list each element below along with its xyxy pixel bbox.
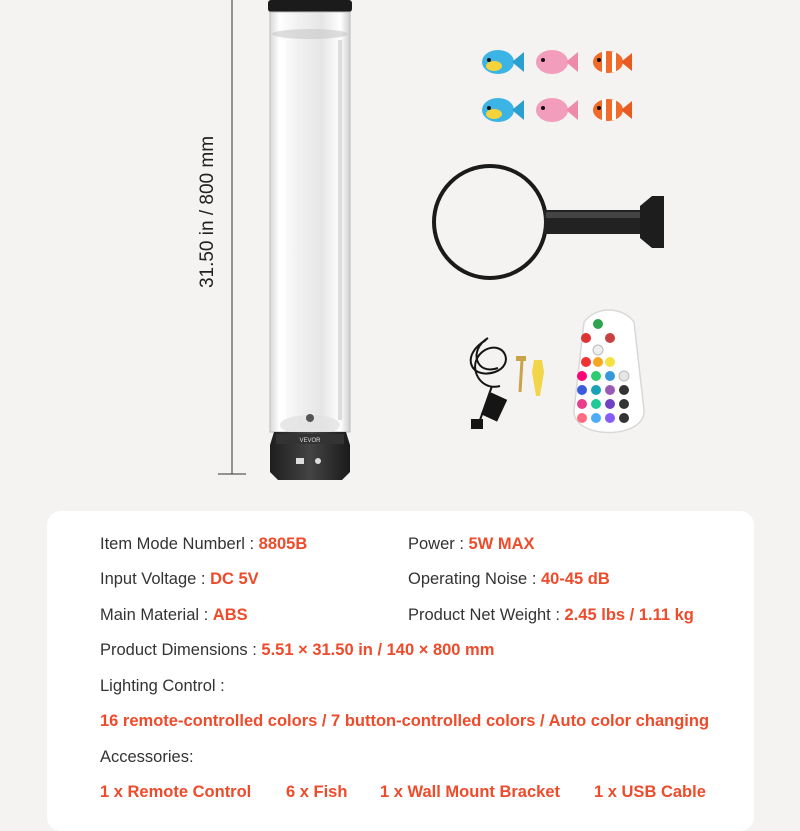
accessory-item-fish: 6 x Fish — [286, 783, 348, 801]
spec-power-label: Power : — [408, 535, 469, 553]
lighting-control-value: 16 remote-controlled colors / 7 button-controlled colors / Auto color changing — [100, 712, 710, 730]
fish-group — [482, 50, 632, 122]
spec-noise — [408, 570, 610, 589]
wall-mount-bracket — [434, 166, 664, 278]
spec-weight-label: Product Net Weight : — [408, 606, 565, 624]
spec-voltage-value: DC 5V — [210, 570, 259, 588]
accessory-item-bracket: 1 x Wall Mount Bracket — [380, 783, 561, 801]
usb-cable — [471, 338, 506, 428]
dimension-label: 31.50 in / 800 mm — [197, 135, 218, 289]
remote-control — [574, 310, 644, 433]
spec-dimensions-value: 5.51 × 31.50 in / 140 × 800 mm — [261, 641, 495, 659]
spec-material — [100, 606, 248, 625]
accessories-label: Accessories: — [100, 748, 194, 766]
screws-and-anchors — [516, 356, 544, 396]
spec-voltage — [100, 570, 259, 589]
spec-dimensions-label: Product Dimensions : — [100, 641, 262, 659]
spec-dimensions — [100, 641, 494, 660]
spec-model-value: 8805B — [258, 535, 308, 553]
spec-voltage-label: Input Voltage : — [100, 570, 211, 588]
dimension-marker — [218, 0, 246, 474]
spec-power-value: 5W MAX — [468, 535, 535, 553]
spec-noise-label: Operating Noise : — [408, 570, 541, 588]
spec-model-label: Item Mode Numberl : — [100, 535, 259, 553]
spec-noise-value: 40-45 dB — [540, 570, 610, 588]
spec-weight-value: 2.45 lbs / 1.11 kg — [564, 606, 694, 624]
spec-weight — [408, 606, 694, 625]
spec-power — [408, 535, 535, 554]
tube-lamp — [268, 0, 352, 480]
spec-material-value: ABS — [212, 606, 248, 624]
accessory-item-remote: 1 x Remote Control — [100, 783, 252, 801]
base-brand-text: VEVOR — [299, 438, 321, 444]
lighting-control-label: Lighting Control : — [100, 677, 225, 695]
spec-material-label: Main Material : — [100, 606, 213, 624]
spec-model — [100, 535, 307, 554]
accessory-item-cable: 1 x USB Cable — [594, 783, 706, 801]
spec-card — [47, 511, 754, 831]
